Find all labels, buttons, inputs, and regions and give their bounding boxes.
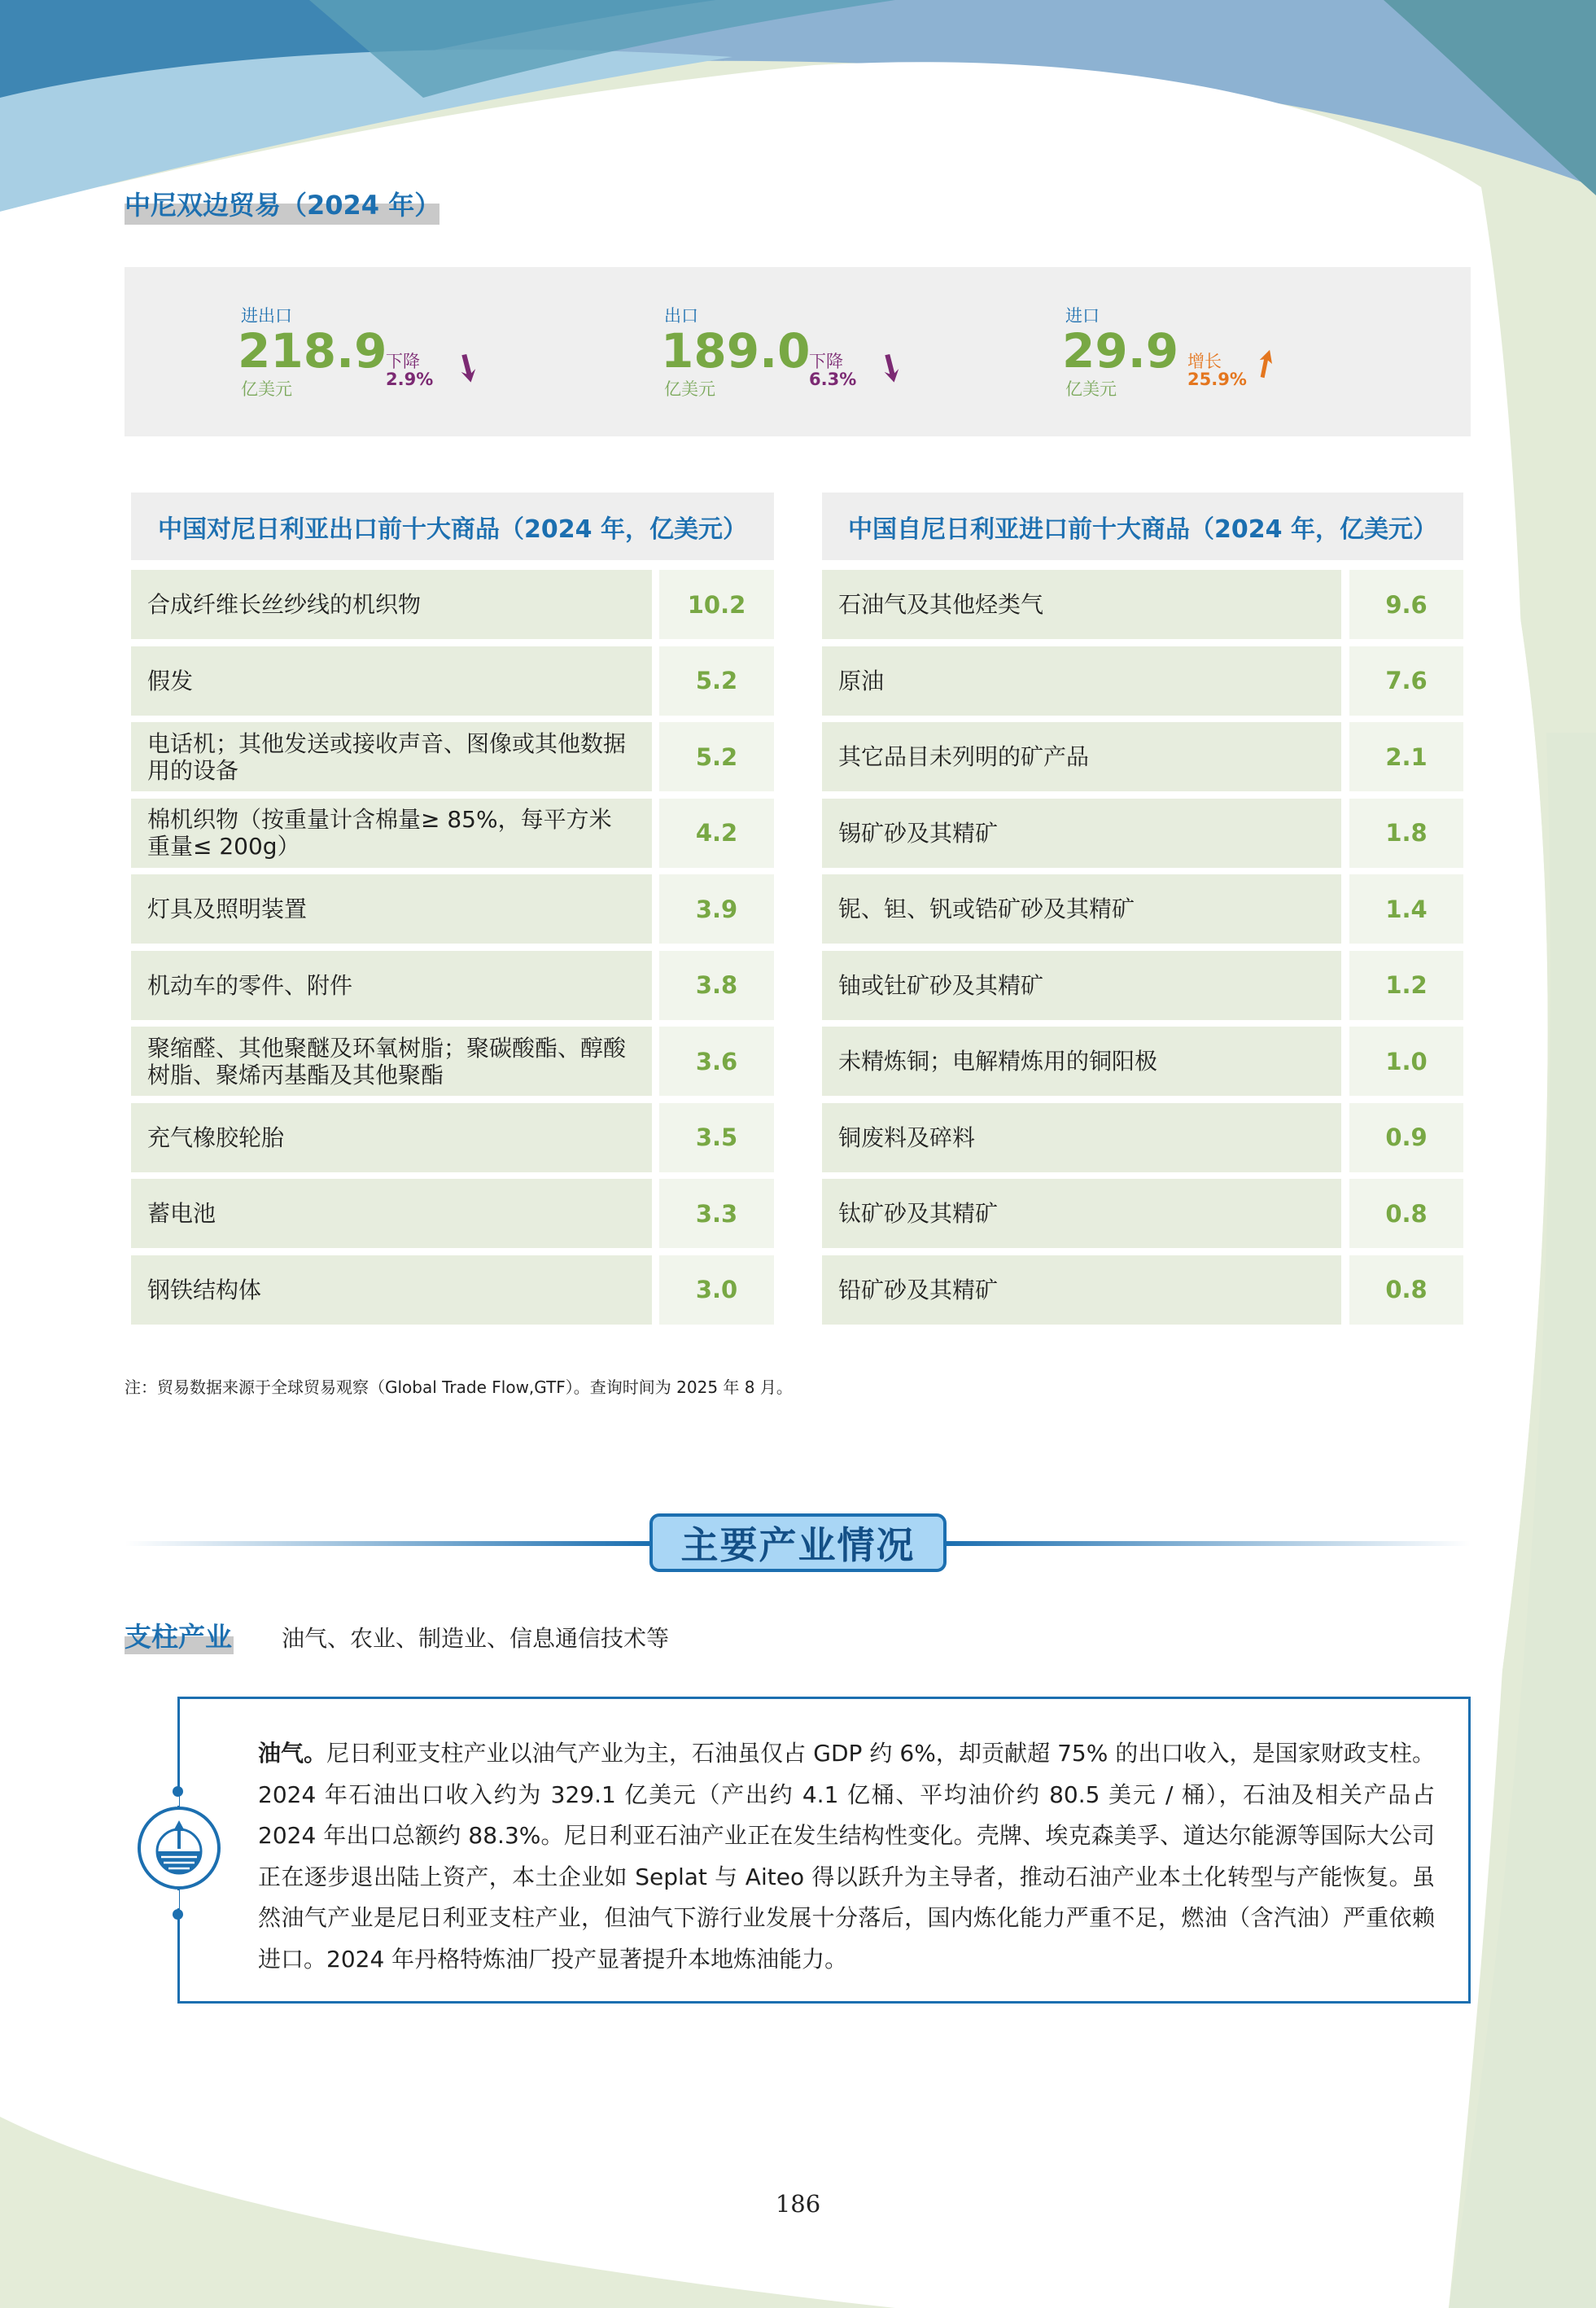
- commodity-name: [131, 646, 652, 716]
- commodity-name: [822, 646, 1341, 716]
- commodity-name-line: 铌、钽、钒或锆矿砂及其精矿: [838, 896, 1135, 922]
- table-title: 中国对尼日利亚出口前十大商品（2024 年，亿美元）: [131, 493, 774, 560]
- commodity-value: 3.8: [659, 951, 774, 1020]
- industry-section-banner: 主要产业情况: [649, 1513, 947, 1572]
- stat-percent: 25.9%: [1187, 370, 1247, 389]
- commodity-name-line: 钢铁结构体: [147, 1276, 262, 1303]
- commodity-value: 3.6: [659, 1027, 774, 1096]
- commodity-name-line: 灯具及照明装置: [147, 896, 308, 922]
- commodity-name-line: 锡矿砂及其精矿: [838, 819, 999, 847]
- stat-value: 189.0: [661, 323, 811, 379]
- table-row: [131, 646, 774, 716]
- oil-gas-lead: 油气。: [258, 1740, 327, 1767]
- commodity-name: [822, 570, 1341, 639]
- stat-unit: 亿美元: [664, 379, 715, 399]
- commodity-value: 7.6: [1349, 646, 1463, 716]
- oil-box-gap-bottom: [177, 1890, 179, 1908]
- stat-value: 29.9: [1062, 323, 1179, 379]
- table-row: [822, 799, 1463, 868]
- arrow-down-icon: [880, 353, 903, 385]
- commodity-name: [131, 1255, 652, 1325]
- banner-rule-right: [947, 1541, 1471, 1546]
- commodity-name-line: 树脂、聚烯丙基酯及其他聚酯: [147, 1061, 444, 1088]
- table-row: [131, 1255, 774, 1325]
- commodity-value: 1.4: [1349, 874, 1463, 944]
- commodity-value: 0.8: [1349, 1179, 1463, 1248]
- stat-direction: 下降: [386, 352, 420, 371]
- table-row: [131, 722, 774, 791]
- commodity-name-line: 其它品目未列明的矿产品: [838, 743, 1090, 770]
- commodity-value: 1.0: [1349, 1027, 1463, 1096]
- banner-rule-left: [125, 1541, 649, 1546]
- commodity-value: 5.2: [659, 646, 774, 716]
- trade-stats-panel: [125, 267, 1471, 436]
- table-row: [131, 1179, 774, 1248]
- source-note: 注：贸易数据来源于全球贸易观察（Global Trade Flow,GTF）。查询时间为 2025 年 8 月。: [125, 1377, 793, 1397]
- pillar-industries-text: 油气、农业、制造业、信息通信技术等: [282, 1625, 670, 1652]
- pillar-industries-label: 支柱产业: [125, 1621, 232, 1653]
- stat-unit: 亿美元: [241, 379, 292, 399]
- commodity-name: [822, 722, 1341, 791]
- arrow-up-icon: [1254, 347, 1277, 379]
- table-row: [131, 951, 774, 1020]
- table-row: [131, 1103, 774, 1172]
- table-row: [822, 1103, 1463, 1172]
- table-row: [822, 722, 1463, 791]
- commodity-name-line: 铀或钍矿砂及其精矿: [838, 971, 1044, 999]
- stat-direction: 下降: [809, 352, 843, 371]
- commodity-name: [131, 722, 652, 791]
- stat-percent: 6.3%: [809, 370, 857, 389]
- commodity-name: [131, 951, 652, 1020]
- commodity-name-line: 假发: [147, 667, 194, 694]
- table-title: 中国自尼日利亚进口前十大商品（2024 年，亿美元）: [822, 493, 1463, 560]
- stat-direction: 增长: [1187, 352, 1222, 371]
- commodity-value: 9.6: [1349, 570, 1463, 639]
- oil-drop-icon: [137, 1806, 221, 1890]
- table-row: [822, 1027, 1463, 1096]
- trade-section-title: 中尼双边贸易（2024 年）: [125, 190, 441, 221]
- commodity-name: [822, 799, 1341, 868]
- commodity-value: 0.9: [1349, 1103, 1463, 1172]
- stat-unit: 亿美元: [1065, 379, 1117, 399]
- commodity-name: [131, 1027, 652, 1096]
- table-row: [822, 874, 1463, 944]
- commodity-value: 0.8: [1349, 1255, 1463, 1325]
- commodity-name-line: 蓄电池: [147, 1200, 216, 1227]
- commodity-value: 4.2: [659, 799, 774, 868]
- commodity-value: 3.3: [659, 1179, 774, 1248]
- commodity-name-line: 棉机织物（按重量计含棉量≥ 85%，每平方米: [147, 806, 612, 833]
- commodity-name: [822, 1103, 1341, 1172]
- commodity-name-line: 合成纤维长丝纱线的机织物: [147, 591, 422, 618]
- commodity-name: [822, 1179, 1341, 1248]
- table-row: [822, 951, 1463, 1020]
- table-row: [131, 1027, 774, 1096]
- commodity-name: [131, 799, 652, 868]
- commodity-value: 3.0: [659, 1255, 774, 1325]
- stat-label: 出口: [664, 306, 698, 326]
- commodity-name: [131, 1103, 652, 1172]
- commodity-name-line: 石油气及其他烃类气: [838, 591, 1044, 618]
- oil-gas-body: 尼日利亚支柱产业以油气产业为主，石油虽仅占 GDP 约 6%，却贡献超 75% 的出口收入，是国家财政支柱。2024 年石油出口收入约为 329.1 亿美元（产出约 4.1 亿桶、平均油价约 80.5 美元 / 桶），石油及相关产品占 2024 年出口总额约 88.3%。尼日利亚石油产业正在发生结构性变化。壳牌、埃克森美孚、道达尔能源等国际大公司正在逐步退出陆上资产，本土企业如 Seplat 与 Aiteo 得以跃升为主导者，推动石油产业本土化转型与产能恢复。虽然油气产业是尼日利亚支柱产业，但油气下游行业发展十分落后，国内炼化能力严重不足，燃油（含汽油）严重依赖进口。2024 年丹格特炼油厂投产显著提升本地炼油能力。: [258, 1740, 1435, 1973]
- stat-value: 218.9: [238, 323, 387, 379]
- table-row: [131, 799, 774, 868]
- table-row: [131, 874, 774, 944]
- commodity-name-line: 未精炼铜；电解精炼用的铜阳极: [838, 1048, 1158, 1075]
- commodity-name: [822, 1027, 1341, 1096]
- commodity-name: [131, 874, 652, 944]
- oil-gas-box: [177, 1697, 1471, 2004]
- commodity-name-line: 机动车的零件、附件: [147, 971, 353, 999]
- commodity-name-line: 电话机；其他发送或接收声音、图像或其他数据: [147, 729, 627, 757]
- stat-label: 进出口: [241, 306, 292, 326]
- commodity-value: 2.1: [1349, 722, 1463, 791]
- table-row: [822, 1179, 1463, 1248]
- table-row: [131, 570, 774, 639]
- stat-percent: 2.9%: [386, 370, 434, 389]
- connector-dot-bottom: [173, 1909, 183, 1920]
- page-number: 186: [775, 2190, 821, 2218]
- commodity-name-line: 铜废料及碎料: [838, 1123, 976, 1151]
- arrow-down-icon: [457, 353, 479, 385]
- table-row: [822, 646, 1463, 716]
- commodity-name: [131, 570, 652, 639]
- commodity-name: [131, 1179, 652, 1248]
- commodity-value: 1.2: [1349, 951, 1463, 1020]
- commodity-value: 1.8: [1349, 799, 1463, 868]
- commodity-value: 3.9: [659, 874, 774, 944]
- stat-label: 进口: [1065, 306, 1100, 326]
- commodity-name-line: 用的设备: [147, 756, 239, 784]
- commodity-name: [822, 1255, 1341, 1325]
- commodity-name-line: 钛矿砂及其精矿: [838, 1200, 999, 1227]
- oil-gas-paragraph: [258, 1733, 1435, 1980]
- commodity-name: [822, 951, 1341, 1020]
- table-row: [822, 1255, 1463, 1325]
- commodity-name: [822, 874, 1341, 944]
- commodity-name-line: 充气橡胶轮胎: [147, 1123, 285, 1151]
- connector-dot-top: [173, 1786, 183, 1797]
- commodity-value: 10.2: [659, 570, 774, 639]
- commodity-name-line: 铅矿砂及其精矿: [838, 1276, 999, 1303]
- commodity-name-line: 聚缩醛、其他聚醚及环氧树脂；聚碳酸酯、醇酸: [147, 1034, 627, 1062]
- commodity-value: 3.5: [659, 1103, 774, 1172]
- table-row: [822, 570, 1463, 639]
- commodity-value: 5.2: [659, 722, 774, 791]
- commodity-name-line: 原油: [838, 667, 885, 694]
- commodity-name-line: 重量≤ 200g）: [147, 833, 300, 860]
